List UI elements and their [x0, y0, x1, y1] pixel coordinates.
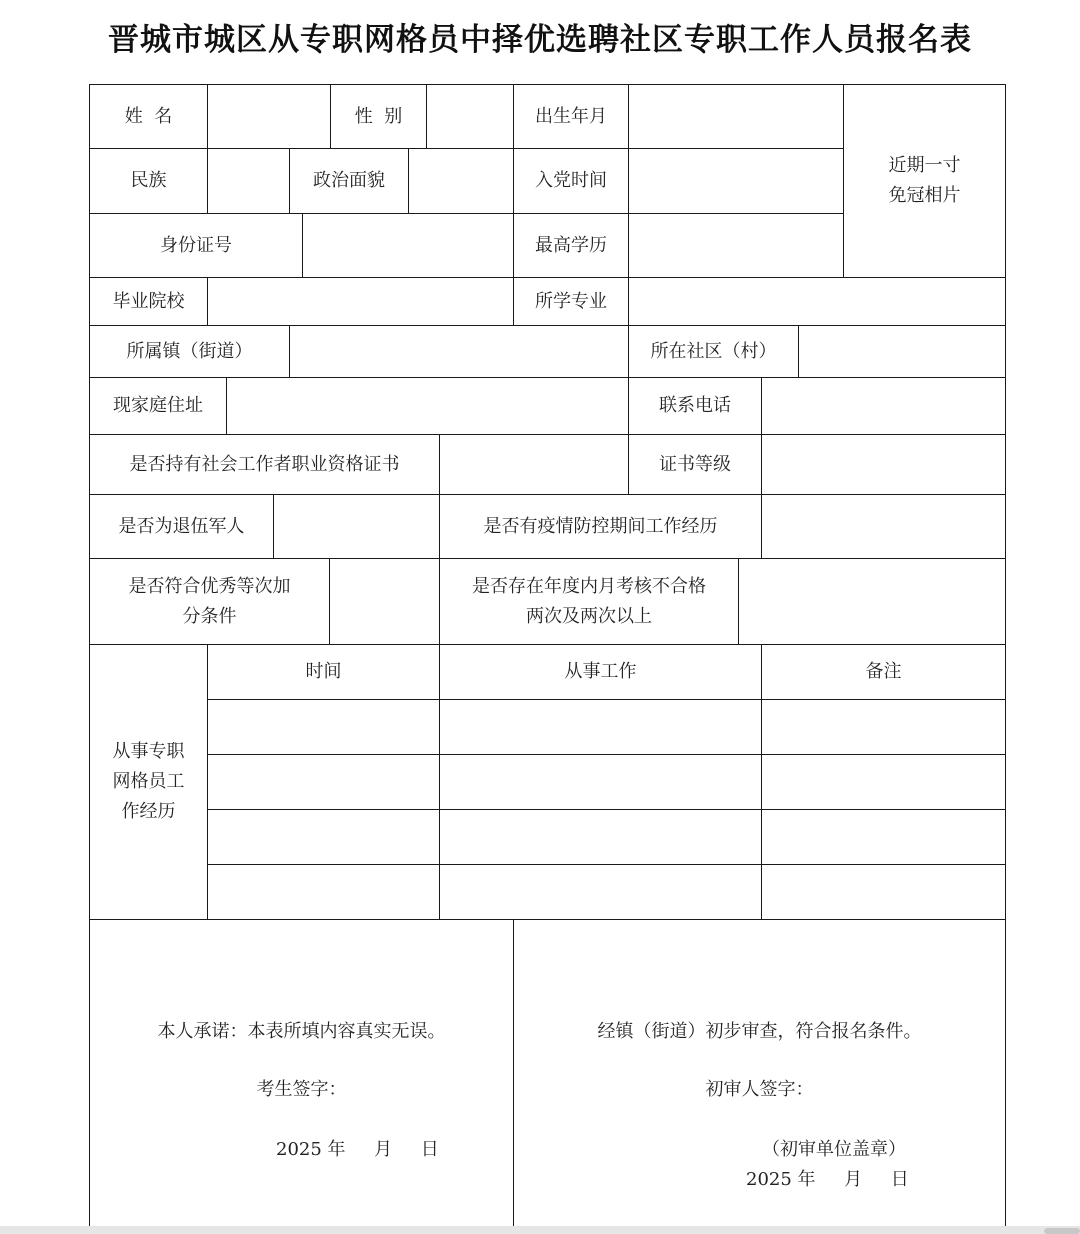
political-field[interactable] — [409, 149, 513, 213]
education-field[interactable] — [629, 214, 843, 277]
cert-held-field[interactable] — [440, 435, 628, 494]
page-bottom-edge — [0, 1226, 1080, 1234]
history-cell-time[interactable] — [208, 865, 439, 919]
history-header-notes: 备注 — [865, 661, 902, 682]
history-cell-time[interactable] — [208, 810, 439, 864]
cert-level-field[interactable] — [762, 435, 1005, 494]
label-community: 所在社区（村） — [650, 340, 777, 362]
label-gender: 性 别 — [354, 105, 403, 127]
pledge-date: 2025 年 月 日 — [276, 1139, 439, 1160]
scroll-indicator[interactable] — [1044, 1228, 1080, 1234]
history-cell-time[interactable] — [208, 755, 439, 809]
review-statement: 经镇（街道）初步审查，符合报名条件。 — [597, 1021, 922, 1042]
ethnicity-field[interactable] — [208, 149, 289, 213]
major-field[interactable] — [629, 278, 1005, 325]
grid-line — [1005, 84, 1006, 1234]
history-cell-notes[interactable] — [762, 755, 1005, 809]
label-epidemic: 是否有疫情防控期间工作经历 — [483, 515, 718, 537]
label-bonus: 是否符合优秀等次加 分条件 — [128, 575, 291, 627]
review-date: 2025 年 月 日 — [746, 1169, 909, 1190]
history-cell-work[interactable] — [440, 810, 761, 864]
label-history: 从事专职 网格员工 作经历 — [112, 741, 185, 822]
label-major: 所学专业 — [535, 290, 607, 312]
label-cert-held: 是否持有社会工作者职业资格证书 — [129, 453, 400, 475]
label-fail-twice: 是否存在年度内月考核不合格 两次及两次以上 — [472, 575, 706, 627]
history-cell-work[interactable] — [440, 700, 761, 754]
grid-line — [89, 919, 1006, 920]
label-photo: 近期一寸 免冠相片 — [888, 155, 961, 206]
label-id-number: 身份证号 — [160, 234, 232, 256]
pledge-signature: 考生签字： — [256, 1079, 347, 1100]
fail-twice-field[interactable] — [739, 559, 1005, 644]
label-town: 所属镇（街道） — [126, 340, 253, 362]
label-school: 毕业院校 — [112, 290, 185, 312]
veteran-field[interactable] — [274, 495, 439, 558]
history-cell-work[interactable] — [440, 865, 761, 919]
party-date-field[interactable] — [629, 149, 843, 213]
name-field[interactable] — [208, 85, 330, 148]
address-field[interactable] — [227, 378, 628, 434]
town-field[interactable] — [290, 326, 628, 377]
review-seal: （初审单位盖章） — [762, 1139, 906, 1160]
history-cell-time[interactable] — [208, 700, 439, 754]
page-title: 晋城市城区从专职网格员中择优选聘社区专职工作人员报名表 — [108, 22, 972, 58]
label-political: 政治面貌 — [313, 170, 385, 191]
birth-field[interactable] — [629, 85, 843, 148]
community-field[interactable] — [799, 326, 1005, 377]
label-address: 现家庭住址 — [113, 395, 203, 416]
pledge-signature-area[interactable] — [90, 920, 513, 1226]
history-cell-notes[interactable] — [762, 700, 1005, 754]
review-signature: 初审人签字： — [705, 1079, 814, 1100]
label-veteran: 是否为退伍军人 — [118, 515, 245, 537]
label-party-date: 入党时间 — [535, 170, 607, 191]
epidemic-field[interactable] — [762, 495, 1005, 558]
school-field[interactable] — [208, 278, 513, 325]
history-header-time: 时间 — [305, 661, 342, 682]
label-cert-level: 证书等级 — [659, 453, 731, 475]
history-cell-notes[interactable] — [762, 810, 1005, 864]
history-header-work: 从事工作 — [564, 661, 637, 682]
pledge-statement: 本人承诺：本表所填内容真实无误。 — [157, 1021, 446, 1042]
label-birth: 出生年月 — [535, 105, 607, 127]
label-ethnicity: 民族 — [130, 170, 167, 191]
label-phone: 联系电话 — [659, 395, 731, 416]
phone-field[interactable] — [762, 378, 1005, 434]
photo-field[interactable] — [844, 85, 1005, 277]
bonus-field[interactable] — [330, 559, 439, 644]
id-number-field[interactable] — [303, 214, 513, 277]
history-cell-work[interactable] — [440, 755, 761, 809]
gender-field[interactable] — [427, 85, 513, 148]
label-education: 最高学历 — [535, 234, 607, 256]
label-name: 姓 名 — [124, 105, 173, 127]
history-cell-notes[interactable] — [762, 865, 1005, 919]
